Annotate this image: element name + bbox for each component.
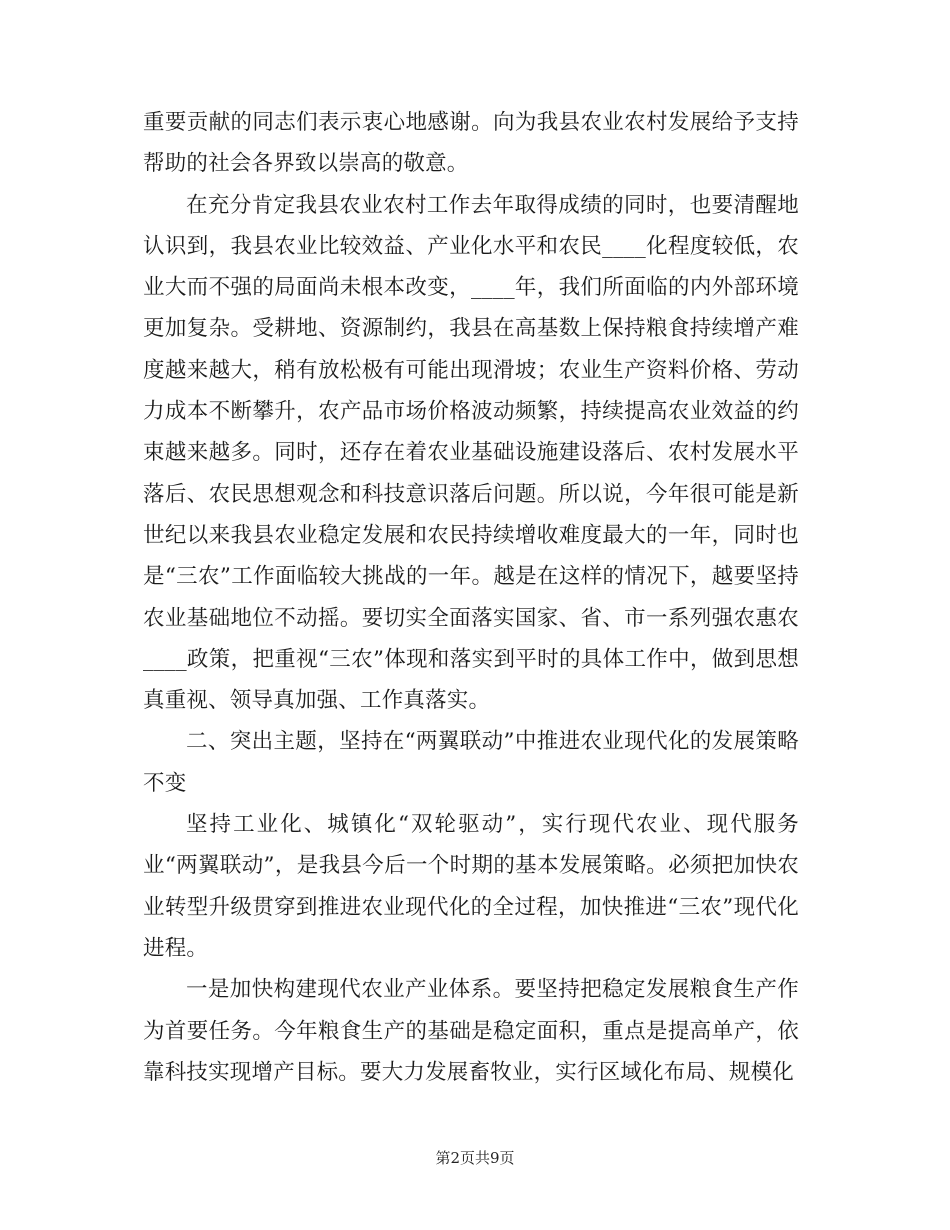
- paragraph-challenges: 在充分肯定我县农业农村工作去年取得成绩的同时，也要清醒地认识到，我县农业比较效益、产业化水平和农民____化程度较低，农业大而不强的局面尚未根本改变，____年，我们所面临的内外部环境更加复杂。受耕地、资源制约，我县在高基数上保持粮食持续增产难度越来越大，稍有放松极有可能出现滑坡；农业生产资料价格、劳动力成本不断攀升，农产品市场价格波动频繁，持续提高农业效益的约束越来越多。同时，还存在着农业基础设施建设落后、农村发展水平落后、农民思想观念和科技意识落后问题。所以说，今年很可能是新世纪以来我县农业稳定发展和农民持续增收难度最大的一年，同时也是“三农”工作面临较大挑战的一年。越是在这样的情况下，越要坚持农业基础地位不动摇。要切实全面落实国家、省、市一系列强农惠农____政策，把重视“三农”体现和落实到平时的具体工作中，做到思想真重视、领导真加强、工作真落实。: [143, 192, 799, 714]
- page-number: 第2页共9页: [435, 1149, 515, 1167]
- section-heading: 二、突出主题，坚持在“两翼联动”中推进农业现代化的发展策略不变: [143, 729, 799, 796]
- paragraph-continuation: 重要贡献的同志们表示衷心地感谢。向为我县农业农村发展给予支持帮助的社会各界致以崇高的敬意。: [143, 110, 799, 177]
- paragraph-industry-system: 一是加快构建现代农业产业体系。要坚持把稳定发展粮食生产作为首要任务。今年粮食生产的基础是稳定面积，重点是提高单产，依靠科技实现增产目标。要大力发展畜牧业，实行区域化布局、规模化: [143, 977, 799, 1085]
- document-body: [143, 102, 799, 1093]
- paragraph-strategy: 坚持工业化、城镇化“双轮驱动”，实行现代农业、现代服务业“两翼联动”，是我县今后一个时期的基本发展策略。必须把加快农业转型升级贯穿到推进农业现代化的全过程，加快推进“三农”现代化进程。: [143, 812, 799, 961]
